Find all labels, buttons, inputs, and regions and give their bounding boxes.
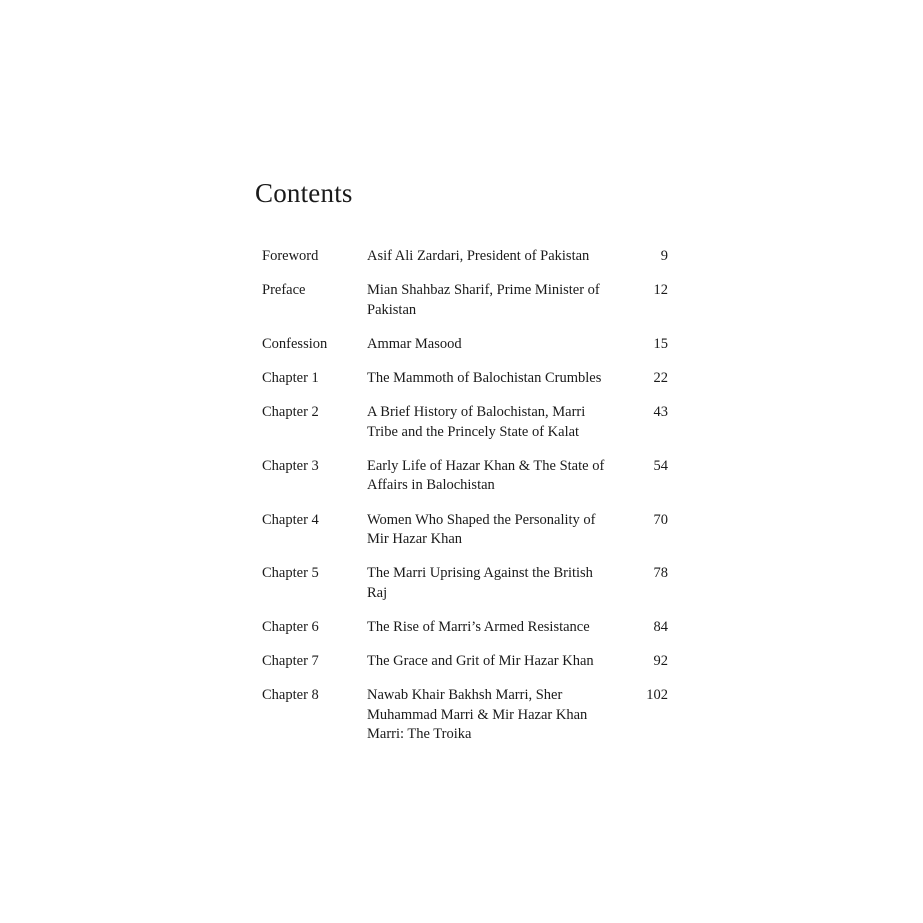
toc-entry-page-number: 102 [646,687,668,704]
toc-entry-page-number: 43 [653,404,668,421]
toc-entry-label: Chapter 6 [262,618,319,635]
toc-entry-page-number: 15 [653,335,668,352]
toc-entry-label: Chapter 3 [262,458,319,475]
toc-entry-confession [262,335,672,354]
table-of-contents [262,247,672,759]
toc-entry-title: A Brief History of Balochistan, Marri Tribe and the Princely State of Kalat [367,404,586,440]
toc-entry-title: Early Life of Hazar Khan & The State of Affairs in Balochistan [367,458,605,494]
toc-entry-foreword [262,247,672,266]
toc-entry-title: Women Who Shaped the Personality of Mir Hazar Khan [367,511,596,547]
page-title: Contents [255,178,353,208]
toc-entry-label: Chapter 5 [262,565,319,582]
toc-entry-chapter-8 [262,686,672,744]
toc-entry-chapter-5 [262,564,672,603]
toc-entry-title: The Grace and Grit of Mir Hazar Khan [367,653,594,670]
toc-entry-chapter-4 [262,511,672,550]
toc-entry-label: Confession [262,335,328,352]
toc-entry-page-number: 92 [653,653,668,670]
toc-entry-label: Chapter 2 [262,404,319,421]
toc-entry-preface [262,281,672,320]
toc-entry-title: Mian Shahbaz Sharif, Prime Minister of Pakistan [367,282,600,318]
toc-entry-page-number: 54 [653,458,668,475]
toc-entry-title: The Mammoth of Balochistan Crumbles [367,370,602,387]
toc-entry-page-number: 78 [653,565,668,582]
toc-entry-chapter-3 [262,457,672,496]
toc-entry-page-number: 70 [653,511,668,528]
toc-entry-label: Chapter 4 [262,511,319,528]
toc-entry-label: Foreword [262,248,319,264]
toc-entry-page-number: 12 [653,282,668,299]
toc-entry-page-number: 84 [653,618,668,635]
toc-entry-page-number: 9 [660,248,668,264]
toc-entry-title: The Rise of Marri’s Armed Resistance [367,618,590,635]
toc-entry-title: The Marri Uprising Against the British Raj [367,565,593,601]
toc-entry-title: Asif Ali Zardari, President of Pakistan [367,248,590,264]
toc-entry-chapter-6 [262,618,672,637]
toc-entry-title: Nawab Khair Bakhsh Marri, Sher Muhammad Marri & Mir Hazar Khan Marri: The Troika [367,687,588,743]
toc-entry-label: Chapter 7 [262,653,319,670]
toc-entry-label: Preface [262,282,306,299]
toc-entry-title: Ammar Masood [367,335,462,352]
toc-entry-label: Chapter 1 [262,370,319,387]
toc-entry-page-number: 22 [653,370,668,387]
toc-entry-label: Chapter 8 [262,687,319,704]
toc-entry-chapter-2 [262,403,672,442]
toc-entry-chapter-7 [262,652,672,671]
toc-entry-chapter-1 [262,369,672,388]
